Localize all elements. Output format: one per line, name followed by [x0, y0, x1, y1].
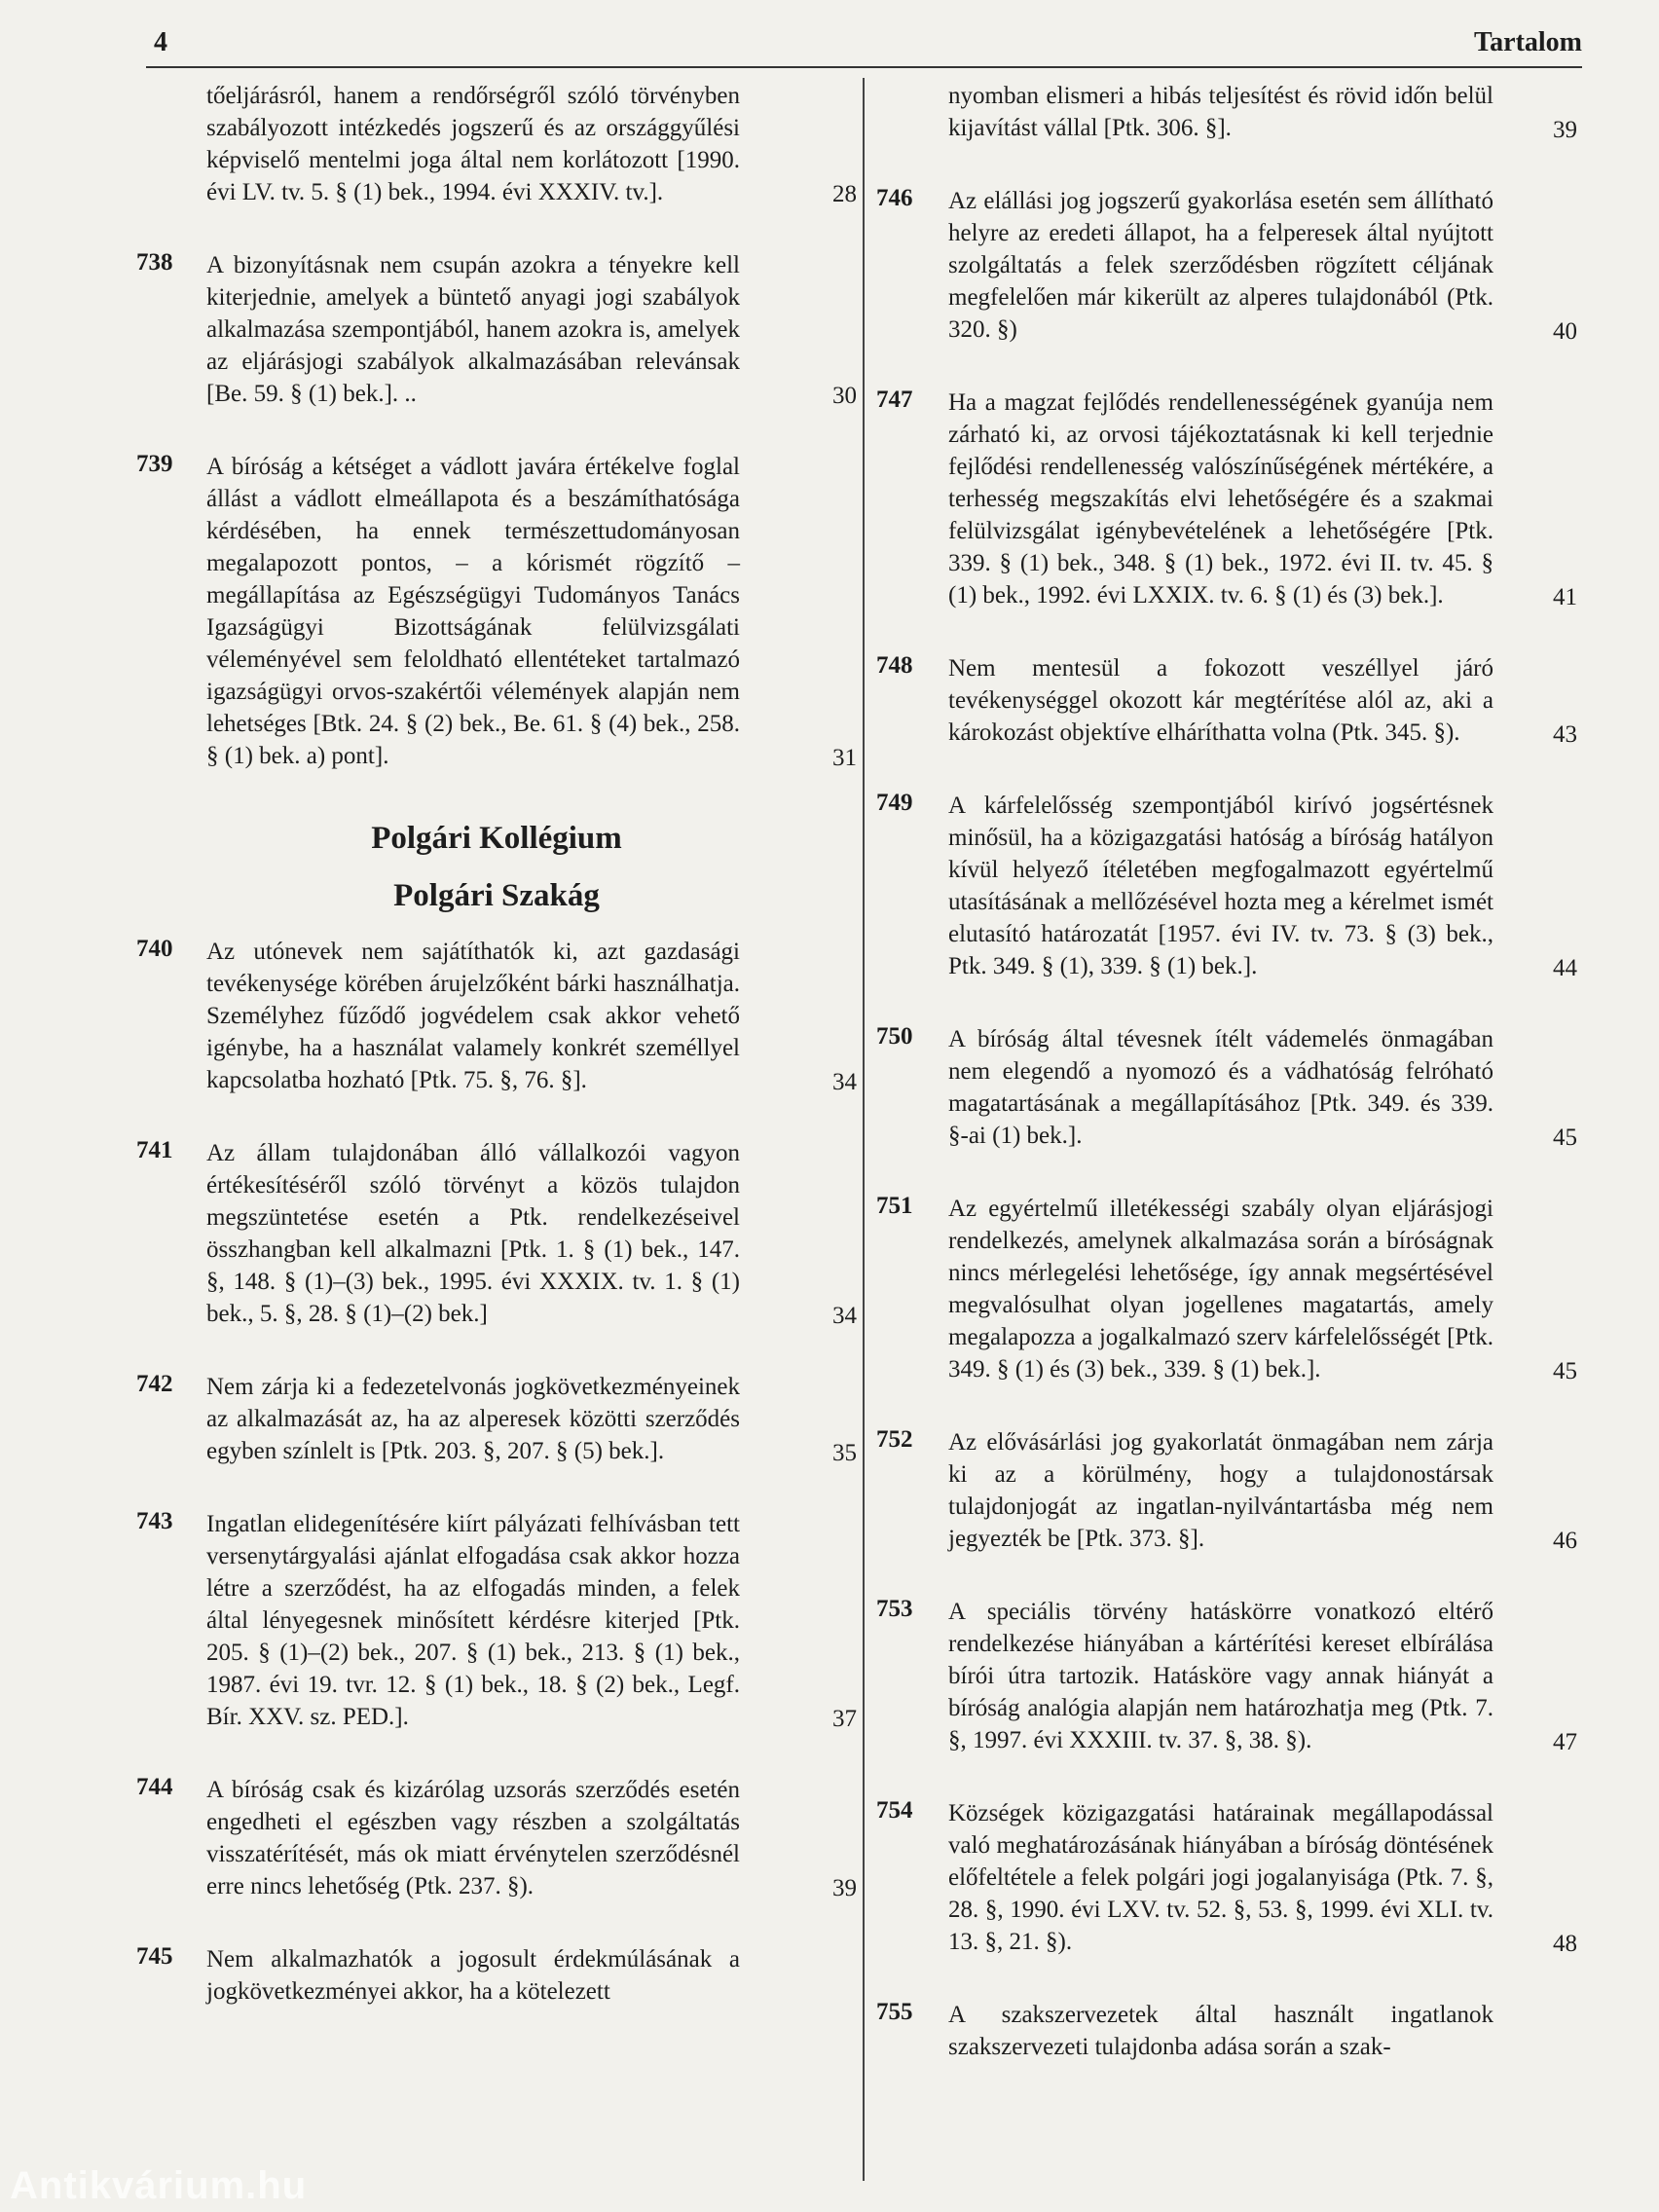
toc-entry[interactable]: [876, 1999, 1577, 2063]
toc-entry[interactable]: [136, 80, 857, 208]
entry-number: 744: [136, 1774, 173, 1800]
entry-text: tőeljárásról, hanem a rendőrségről szóló törvényben szabályozott intézkedés jogszerű és az országgyűlési képviselő mentelmi joga által nem korlátozott [1990. évi LV. tv. 5. § (1) bek., 1994. évi XXXIV. tv.].: [206, 83, 740, 205]
entry-number: 754: [876, 1797, 913, 1824]
toc-entry[interactable]: [876, 387, 1577, 611]
entry-text: Községek közigazgatási határainak megállapodással való meghatározásának hiányában a bíróság döntésének előfeltétele a felek polgári jogi jogalanyisága (Ptk. 7. §, 28. §, 1990. évi LXV. tv. 52. §, 53. §, 1999. évi XLI. tv. 13. §, 21. §).: [948, 1800, 1493, 1955]
entry-number: 738: [136, 249, 173, 276]
entry-page-number: 30: [832, 383, 857, 409]
page-header: [146, 23, 1582, 62]
entry-number: 745: [136, 1943, 173, 1970]
toc-entry[interactable]: [876, 1426, 1577, 1555]
toc-entry[interactable]: [876, 652, 1577, 749]
entry-page-number: 34: [832, 1069, 857, 1095]
entry-number: 742: [136, 1371, 173, 1397]
entry-page-number: 37: [832, 1706, 857, 1732]
entry-page-number: 45: [1553, 1124, 1577, 1151]
entry-number: 751: [876, 1193, 913, 1219]
entry-page-number: 48: [1553, 1931, 1577, 1957]
left-entry-list-2: [136, 936, 857, 2008]
toc-entry[interactable]: [136, 1371, 857, 1467]
entry-number: 750: [876, 1023, 913, 1050]
toc-entry[interactable]: [136, 936, 857, 1096]
watermark-text: Antikvárium.hu: [10, 2164, 308, 2207]
entry-number: 752: [876, 1426, 913, 1453]
entry-page-number: 41: [1553, 584, 1577, 610]
toc-entry[interactable]: [876, 185, 1577, 346]
entry-number: 748: [876, 652, 913, 679]
entry-text: Ingatlan elidegenítésére kiírt pályázati felhívásban tett versenytárgyalási ajánlat elfogadása csak akkor hozza létre a szerződést, ha az elfogadás minden, a felek által lényegesnek minősített kérdésre kiterjed [Ptk. 205. § (1)–(2) bek., 207. § (1) bek., 213. § (1) bek., 1987. évi 19. tvr. 12. § (1) bek., 18. § (2) bek., Legf. Bír. XXV. sz. PED.].: [206, 1511, 740, 1730]
entry-text: Az elállási jog jogszerű gyakorlása esetén sem állítható helyre az eredeti állapot, ha a felperesek által nyújtott szolgáltatás a felek szerződésben rögzített céljának megfelelően már kikerült az alperes tulajdonából (Ptk. 320. §): [948, 188, 1493, 343]
entry-text: Az állam tulajdonában álló vállalkozói vagyon értékesítéséről szóló törvényt a közös tulajdon megszüntetése esetén a Ptk. rendelkezéseivel összhangban kell alkalmazni [Ptk. 1. § (1) bek., 147. §, 148. § (1)–(3) bek., 1995. évi XXXIX. tv. 1. § (1) bek., 5. §, 28. § (1)–(2) bek.]: [206, 1140, 740, 1327]
entry-page-number: 45: [1553, 1358, 1577, 1384]
entry-text: nyomban elismeri a hibás teljesítést és rövid időn belül kijavítást vállal [Ptk. 306. §].: [948, 83, 1493, 141]
entry-page-number: 40: [1553, 318, 1577, 345]
entry-text: A bíróság által tévesnek ítélt vádemelés önmagában nem elegendő a nyomozó és a vádhatóság felróható magatartásának a megállapításához [Ptk. 349. és 339. §-ai (1) bek.].: [948, 1026, 1493, 1149]
column-divider: [863, 78, 865, 2181]
toc-entry[interactable]: [136, 451, 857, 772]
left-column: [136, 80, 857, 2048]
entry-text: A bizonyításnak nem csupán azokra a tényekre kell kiterjednie, amelyek a büntető anyagi jogi szabályok alkalmazása szempontjából, hanem azokra is, amelyek az eljárásjogi szabályok alkalmazásában relevánsak [Be. 59. § (1) bek.]. ..: [206, 252, 740, 407]
entry-text: Ha a magzat fejlődés rendellenességének gyanúja nem zárható ki, az orvosi tájékoztatásnak ki kell terjednie fejlődési rendellenesség valószínűségének mértékére, a terhesség megszakítás elvi lehetőségére és a szakmai felülvizsgálat igénybevételének a lehetőségére [Ptk. 339. § (1) bek., 348. § (1) bek., 1972. évi II. tv. 45. § (1) bek., 1992. évi LXXIX. tv. 6. § (1) és (3) bek.].: [948, 389, 1493, 608]
entry-text: A bíróság a kétséget a vádlott javára értékelve foglal állást a vádlott elmeállapota és a beszámíthatósága kérdésében, ha ennek természettudományosan megalapozott pontos, – a kórismét rögzítő – megállapítása az Egészségügyi Tudományos Tanács Igazságügyi Bizottságának felülvizsgálati véleményével sem feloldható ellentéteket tartalmazó igazságügyi orvos-szakértői vélemények alapján nem lehetséges [Btk. 24. § (2) bek., Be. 61. § (4) bek., 258. § (1) bek. a) pont].: [206, 454, 740, 769]
toc-entry[interactable]: [876, 1797, 1577, 1958]
entry-text: Az egyértelmű illetékességi szabály olyan eljárásjogi rendelkezés, amelynek alkalmazása során a bíróságnak nincs mérlegelési lehetősége, így annak megsértésével megvalósulhat olyan jogellenes magatartás, amely megalapozza a jogalkalmazó szerv kárfelelősségét [Ptk. 349. § (1) és (3) bek., 339. § (1) bek.].: [948, 1196, 1493, 1382]
entry-number: 747: [876, 387, 913, 413]
branch-heading: Polgári Szakág: [393, 878, 600, 913]
entry-number: 739: [136, 451, 173, 477]
entry-page-number: 44: [1553, 955, 1577, 981]
entry-page-number: 31: [832, 745, 857, 771]
entry-number: 755: [876, 1999, 913, 2025]
entry-text: Nem alkalmazhatók a jogosult érdekmúlásának a jogkövetkezményei akkor, ha a kötelezett: [206, 1946, 740, 2005]
entry-text: A szakszervezetek által használt ingatlanok szakszervezeti tulajdonba adása során a szak-: [948, 2002, 1493, 2060]
toc-entry[interactable]: [136, 249, 857, 410]
entry-text: Az utónevek nem sajátíthatók ki, azt gazdasági tevékenysége körében árujelzőként bárki használhatja. Személyhez fűződő jogvédelem csak akkor vehető igénybe, ha a használat valamely konkrét személlyel kapcsolatba hozható [Ptk. 75. §, 76. §].: [206, 939, 740, 1093]
left-entry-list: [136, 80, 857, 772]
toc-entry[interactable]: [136, 1137, 857, 1330]
running-title: Tartalom: [1474, 27, 1582, 57]
entry-text: A speciális törvény hatáskörre vonatkozó eltérő rendelkezése hiányában a kártérítési kereset elbírálása bírói útra tartozik. Hatásköre vagy annak hiányát a bíróság analógia alapján nem határozhatja meg (Ptk. 7. §, 1997. évi XXXIII. tv. 37. §, 38. §).: [948, 1599, 1493, 1753]
toc-entry[interactable]: [136, 1943, 857, 2008]
entry-page-number: 39: [832, 1875, 857, 1901]
entry-page-number: 43: [1553, 721, 1577, 748]
right-entry-list: [876, 80, 1577, 2063]
entry-page-number: 39: [1553, 117, 1577, 143]
entry-page-number: 28: [832, 181, 857, 207]
entry-number: 749: [876, 790, 913, 816]
entry-text: Az elővásárlási jog gyakorlatát önmagában nem zárja ki az a körülmény, hogy a tulajdonostársak tulajdonjogát az ingatlan-nyilvántartásba még nem jegyezték be [Ptk. 373. §].: [948, 1429, 1493, 1552]
entry-number: 753: [876, 1596, 913, 1622]
entry-number: 746: [876, 185, 913, 211]
toc-entry[interactable]: [876, 1023, 1577, 1152]
toc-entry[interactable]: [136, 1774, 857, 1902]
entry-text: A kárfelelősség szempontjából kirívó jogsértésnek minősül, ha a közigazgatási hatóság a bíróság hatályon kívül helyező ítéletében megfogalmazott egyértelmű utasításának a mellőzésével hozta meg a kérelmet ismét elutasító határozatát [1957. évi IV. tv. 73. § (3) bek., Ptk. 349. § (1), 339. § (1) bek.].: [948, 793, 1493, 979]
entry-page-number: 34: [832, 1303, 857, 1329]
college-heading: Polgári Kollégium: [371, 821, 622, 856]
entry-text: Nem mentesül a fokozott veszéllyel járó tevékenységgel okozott kár megtérítése alól az, aki a károkozást objektíve elháríthatta volna (Ptk. 345. §).: [948, 655, 1493, 746]
entry-number: 740: [136, 936, 173, 962]
entry-number: 741: [136, 1137, 173, 1163]
entry-number: 743: [136, 1508, 173, 1534]
entry-page-number: 46: [1553, 1528, 1577, 1554]
toc-entry[interactable]: [876, 790, 1577, 982]
toc-entry[interactable]: [136, 1508, 857, 1733]
header-rule: [146, 66, 1582, 68]
entry-text: A bíróság csak és kizárólag uzsorás szerződés esetén engedheti el egészben vagy részben a szolgáltatás visszatérítését, más ok miatt érvénytelen szerződésnél erre nincs lehetőség (Ptk. 237. §).: [206, 1777, 740, 1899]
toc-entry[interactable]: [876, 1193, 1577, 1385]
page-number: 4: [154, 27, 167, 57]
entry-page-number: 47: [1553, 1729, 1577, 1755]
right-column: [876, 80, 1577, 2104]
toc-entry[interactable]: [876, 80, 1577, 144]
entry-page-number: 35: [832, 1440, 857, 1466]
entry-text: Nem zárja ki a fedezetelvonás jogkövetkezményeinek az alkalmazását az, ha az alperesek közötti szerződés egyben színlelt is [Ptk. 203. §, 207. § (5) bek.].: [206, 1374, 740, 1464]
toc-entry[interactable]: [876, 1596, 1577, 1756]
